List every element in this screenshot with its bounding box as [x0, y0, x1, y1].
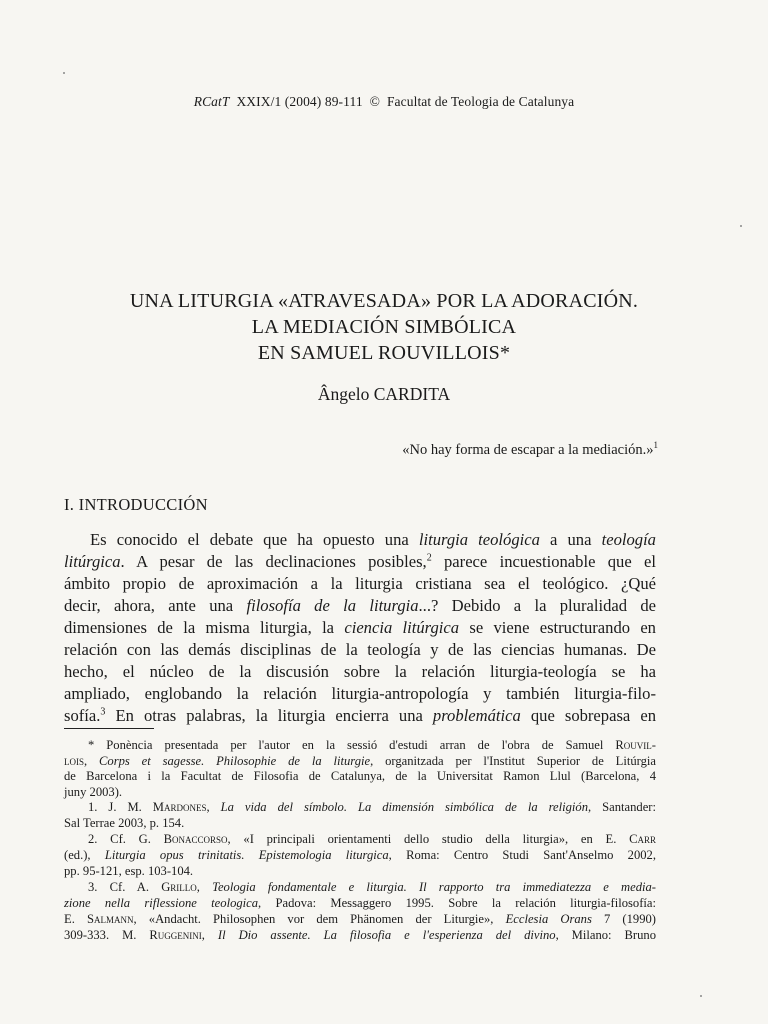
section-heading: I. INTRODUCCIÓN — [64, 495, 208, 514]
epigraph — [402, 442, 658, 459]
author-name: Ângelo CARDITA — [317, 384, 451, 404]
body-line-5: dimensiones de la misma liturgia, la ciencia litúrgica se viene estructurando en — [64, 618, 656, 637]
footnote-2-line-3: pp. 95-121, esp. 103-104. — [64, 864, 194, 878]
body-line-3: ámbito propio de aproximación a la liturgia cristiana sea el teológico. ¿Qué — [64, 574, 656, 593]
footnote-ref: 2 — [426, 552, 432, 564]
running-header — [0, 94, 768, 110]
footnote-1-line-1: 1. J. M. Mardones, La vida del símbolo. La dimensión simbólica de la religión, Santander: — [88, 800, 657, 814]
publisher: Facultat de Teologia de Catalunya — [386, 94, 575, 109]
footnote-ref: 1 — [653, 440, 658, 451]
article-title-line-2: LA MEDIACIÓN SIMBÓLICA — [251, 316, 517, 338]
copyright-symbol: © — [369, 94, 380, 109]
footnote-3-line-2: zione nella riflessione teologica, Padova: Messaggero 1995. Sobre la relación liturgia-filosofía: — [64, 896, 656, 910]
scan-speck — [63, 72, 65, 74]
article-title-line-1: UNA LITURGIA «ATRAVESADA» POR LA ADORACIÓN. — [129, 290, 639, 312]
footnote-star-line-4: juny 2003). — [64, 785, 123, 799]
body-line-1: Es conocido el debate que ha opuesto una liturgia teológica a una teología — [90, 530, 656, 549]
body-line-2: litúrgica. A pesar de las declinaciones posibles,$^2$ parece incuestionable que el — [64, 552, 657, 571]
body-line-6: relación con las demás disciplinas de la teología y de las ciencias humanas. De — [64, 640, 656, 659]
footnote-2-line-1: 2. Cf. G. Bonaccorso, «I principali orientamenti dello studio della liturgia», en E. Carr — [88, 832, 656, 846]
footnote-ref: 3 — [100, 706, 106, 718]
footnote-star-line-2: lois, Corps et sagesse. Philosophie de la liturgie, organitzada per l'Institut Superior de Litúrgia — [64, 754, 657, 768]
scan-speck — [740, 225, 742, 227]
journal-abbrev: RCatT — [193, 94, 230, 109]
body-line-9: sofía.$^3$ En otras palabras, la liturgia encierra una problemática que sobrepasa en — [64, 706, 656, 725]
footnote-3-line-1: 3. Cf. A. Grillo, Teologia fondamentale e liturgia. Il rapporto tra immediatezza e media- — [88, 880, 657, 894]
body-line-7: hecho, el núcleo de la discusión sobre la relación liturgia-teología se ha — [64, 662, 656, 681]
footnote-separator — [64, 728, 154, 729]
footnote-1-line-2: Sal Terrae 2003, p. 154. — [64, 816, 185, 830]
footnote-3-line-3: E. Salmann, «Andacht. Philosophen vor dem Phänomen der Liturgie», Ecclesia Orans 7 (1990) — [64, 912, 656, 926]
article-title-line-3: EN SAMUEL ROUVILLOIS* — [257, 342, 511, 364]
footnote-2-line-2: (ed.), Liturgia opus trinitatis. Epistemologia liturgica, Roma: Centro Studi Sant'Anselmo 2002, — [64, 848, 656, 862]
footnote-star-line-1: * Ponència presentada per l'autor en la sessió d'estudi arran de l'obra de Samuel Rouvil- — [88, 738, 656, 752]
footnote-3-line-4: 309-333. M. Ruggenini, Il Dio assente. La filosofia e l'esperienza del divino, Milano: Bruno — [64, 928, 657, 942]
journal-citation: XXIX/1 (2004) 89-111 — [236, 94, 363, 109]
body-line-4: decir, ahora, ante una filosofía de la liturgia...? Debido a la pluralidad de — [64, 596, 656, 615]
body-line-8: ampliado, englobando la relación liturgia-antropología y también liturgia-filo- — [64, 684, 656, 703]
epigraph-text: «No hay forma de escapar a la mediación.» — [402, 442, 654, 458]
scan-speck — [700, 995, 702, 997]
footnote-star-line-3: de Barcelona i la Facultat de Filosofia de Catalunya, de la Universitat Ramon Llul (Barcelona, 4 — [64, 769, 656, 783]
